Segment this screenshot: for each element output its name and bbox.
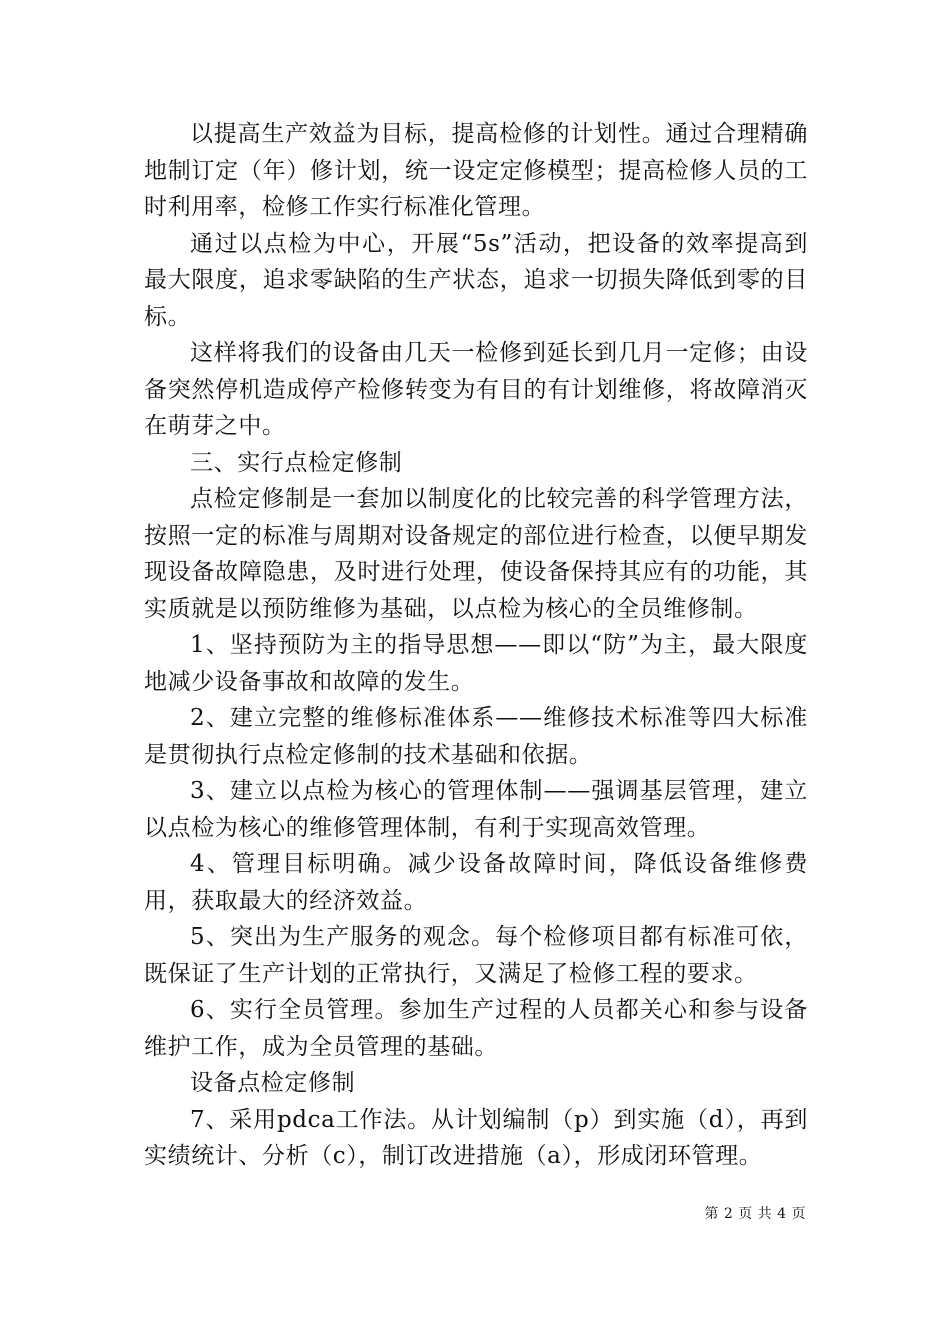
list-item-2: 2、建立完整的维修标准体系——维修技术标准等四大标准是贯彻执行点检定修制的技术基础和依据。: [144, 705, 808, 768]
paragraph-2: 通过以点检为中心，开展“5s”活动，把设备的效率提高到最大限度，追求零缺陷的生产状态，追求一切损失降低到零的目标。: [144, 230, 808, 330]
list-item-6: 6、实行全员管理。参加生产过程的人员都关心和参与设备维护工作，成为全员管理的基础。: [144, 997, 808, 1060]
document-body: [144, 116, 808, 1175]
page-number-footer: 第 2 页 共 4 页: [704, 1206, 806, 1222]
subheading: 设备点检定修制: [190, 1070, 356, 1096]
list-item-7: 7、采用pdca工作法。从计划编制（p）到实施（d），再到实绩统计、分析（c），制订改进措施（a），形成闭环管理。: [144, 1106, 808, 1169]
paragraph-1: 以提高生产效益为目标，提高检修的计划性。通过合理精确地制订定（年）修计划，统一设定定修模型；提高检修人员的工时利用率，检修工作实行标准化管理。: [144, 121, 808, 220]
section-heading-3: 三、实行点检定修制: [190, 449, 403, 476]
paragraph-definition: 点检定修制是一套加以制度化的比较完善的科学管理方法，按照一定的标准与周期对设备规定的部位进行检查，以便早期发现设备故障隐患，及时进行处理，使设备保持其应有的功能，其实质就是以预防维修为基础，以点检为核心的全员维修制。: [144, 486, 808, 622]
list-item-4: 4、管理目标明确。减少设备故障时间，降低设备维修费用，获取最大的经济效益。: [144, 851, 808, 914]
list-item-3: 3、建立以点检为核心的管理体制——强调基层管理，建立以点检为核心的维修管理体制，有利于实现高效管理。: [144, 778, 808, 841]
list-item-1: 1、坚持预防为主的指导思想——即以“防”为主，最大限度地减少设备事故和故障的发生。: [144, 632, 808, 695]
paragraph-3: 这样将我们的设备由几天一检修到延长到几月一定修；由设备突然停机造成停产检修转变为有目的有计划维修，将故障消灭在萌芽之中。: [144, 340, 808, 439]
list-item-5: 5、突出为生产服务的观念。每个检修项目都有标准可依，既保证了生产计划的正常执行，又满足了检修工程的要求。: [144, 924, 808, 987]
